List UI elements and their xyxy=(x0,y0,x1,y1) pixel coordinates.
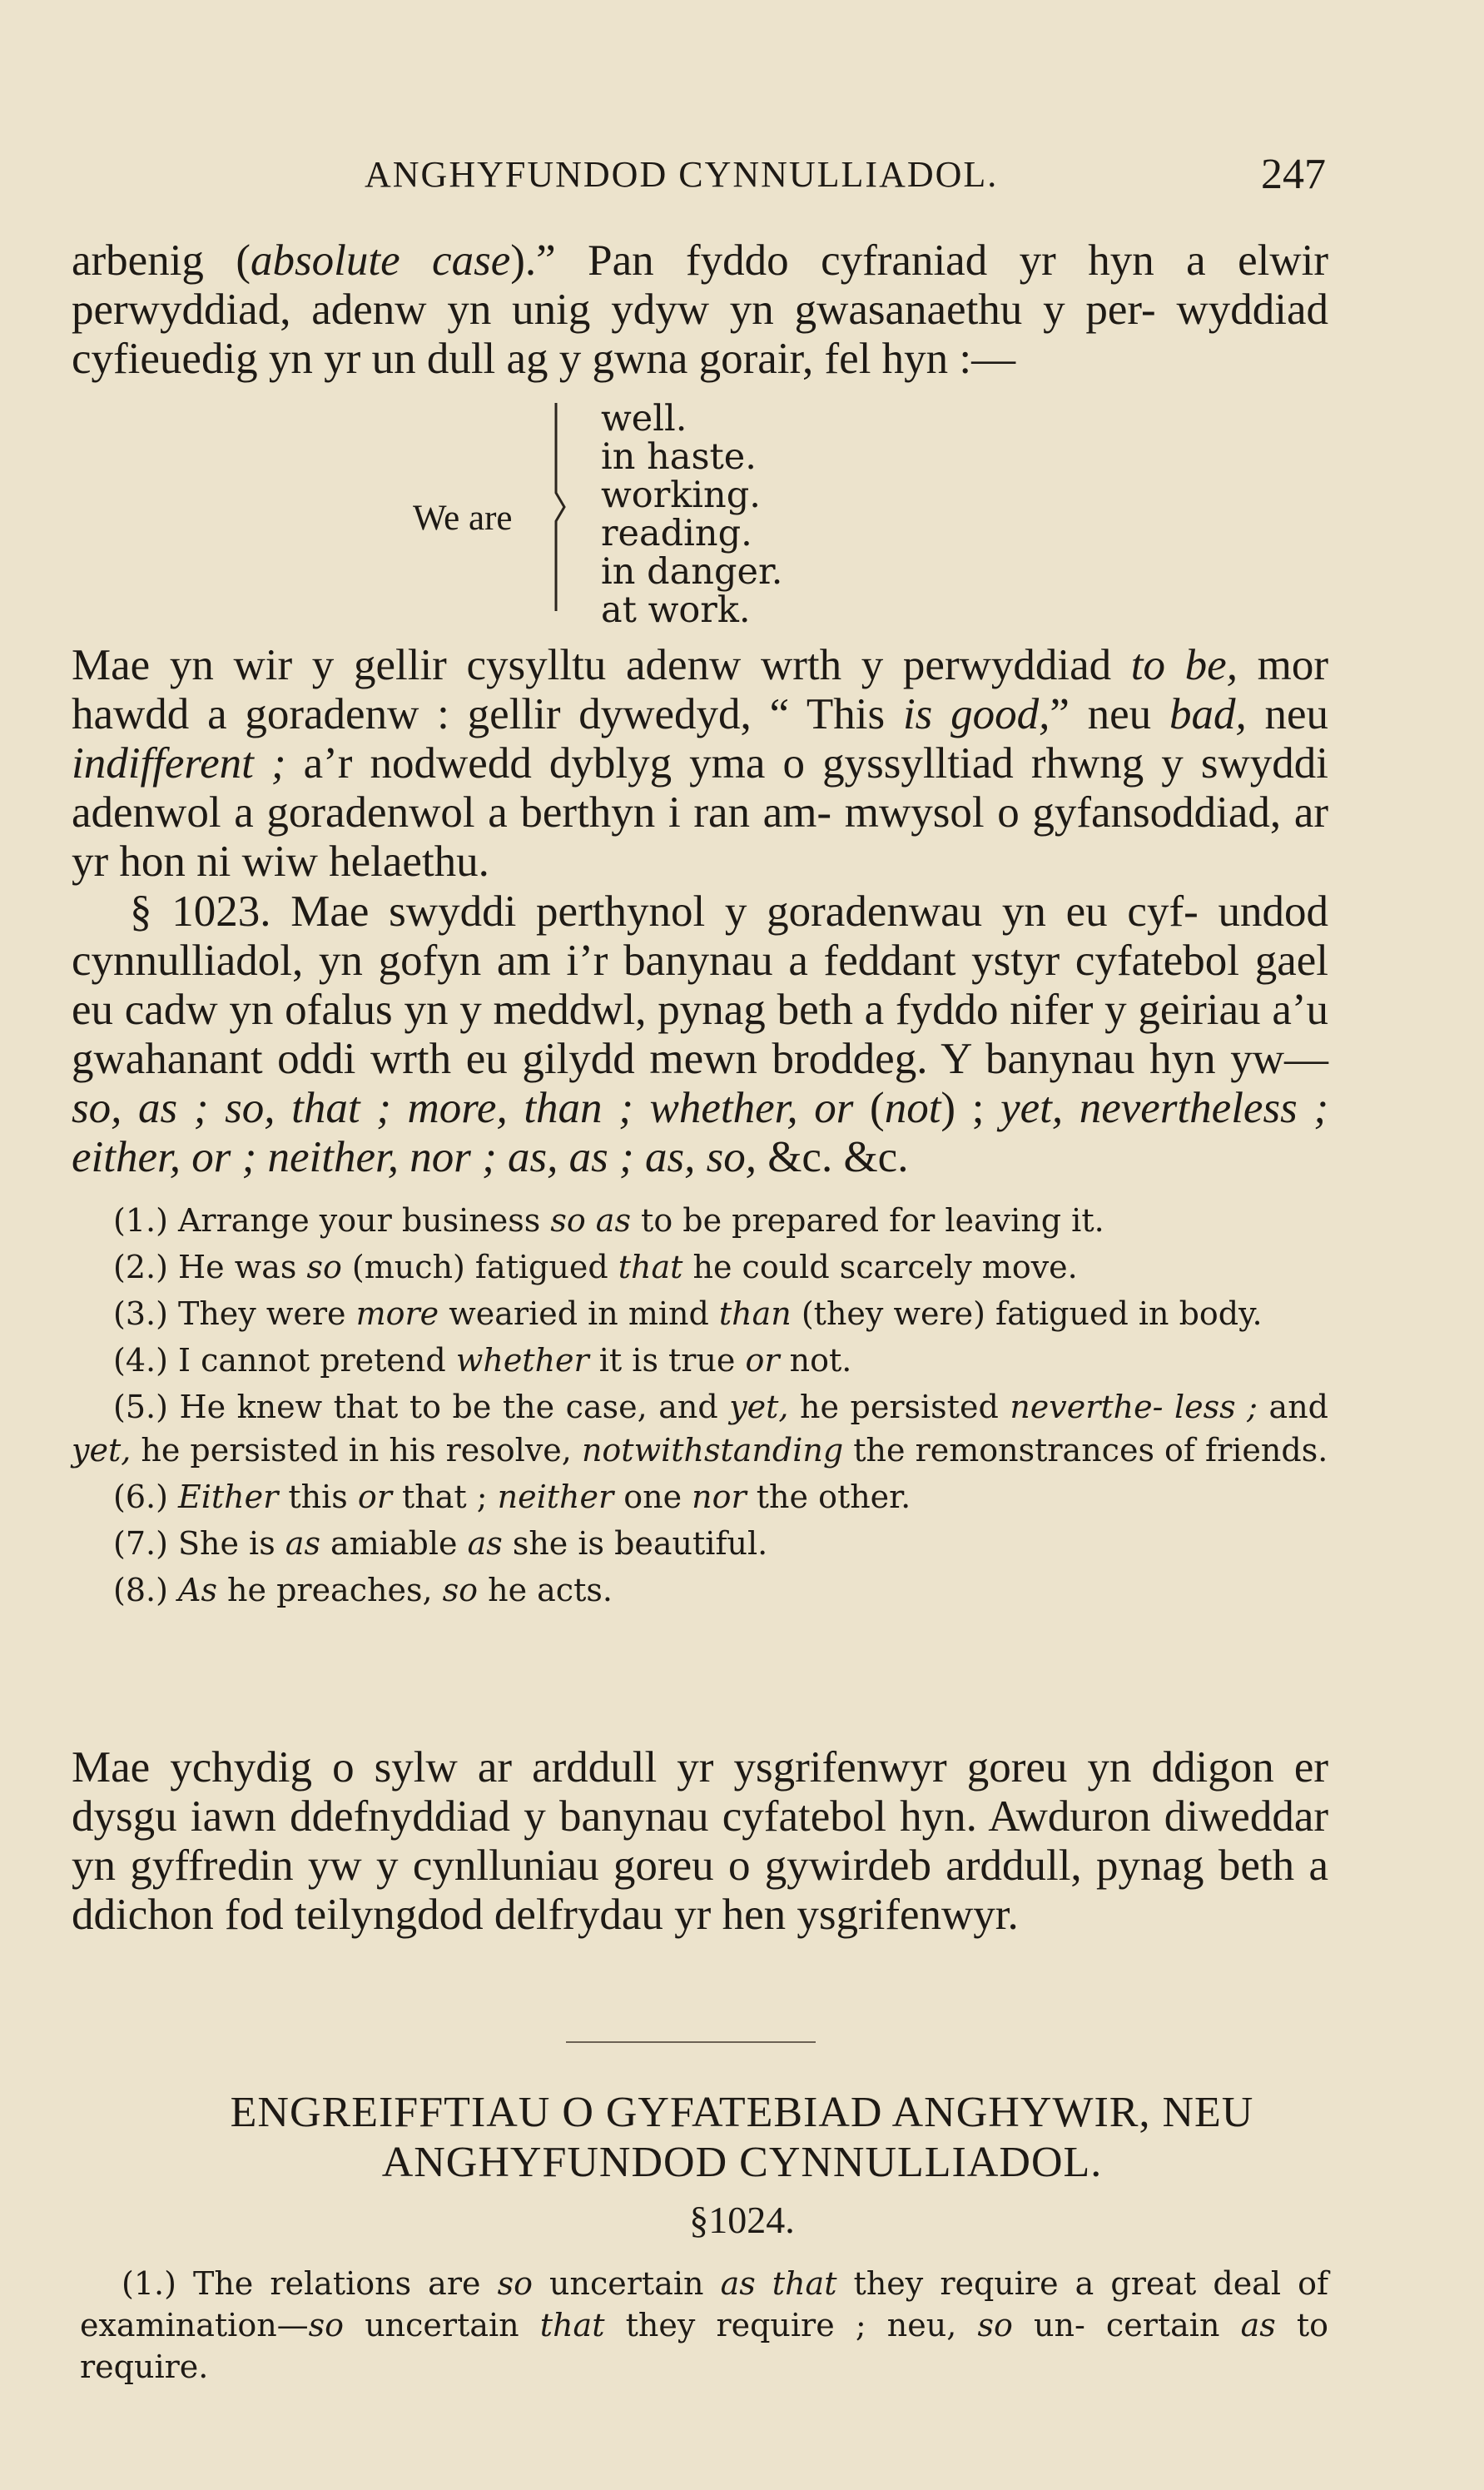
example-number: (3.) xyxy=(113,1295,168,1332)
text: They were xyxy=(167,1295,356,1332)
list-item: in haste. xyxy=(601,436,757,478)
text: wearied in mind xyxy=(439,1295,719,1332)
text: &c. &c. xyxy=(756,1133,909,1181)
text: mor hawdd a goradenw : gellir dywedyd, “ This xyxy=(72,641,1329,738)
we-are-example xyxy=(0,400,1484,633)
text: to require. xyxy=(80,2307,1329,2385)
text: She is xyxy=(167,1525,285,1562)
text: (much) fatigued xyxy=(341,1249,618,1285)
example-item xyxy=(72,1199,1328,1242)
example-item xyxy=(72,1245,1328,1289)
text: neu xyxy=(1246,690,1328,738)
example-item xyxy=(72,1339,1328,1382)
italic-text: so, as ; so, that ; more, than ; whether, or xyxy=(72,1084,854,1132)
text: Mae yn wir y gellir cysylltu adenw wrth y perwyddiad xyxy=(72,641,1131,689)
list-item: at work. xyxy=(601,589,751,631)
example-number: (1.) xyxy=(122,2265,176,2302)
text: that ; xyxy=(391,1479,498,1515)
italic-text: more xyxy=(355,1295,439,1332)
example-number: (8.) xyxy=(113,1572,168,1608)
italic-text: so xyxy=(977,2307,1013,2343)
text: The relations are xyxy=(176,2265,498,2302)
italic-text: as that xyxy=(720,2265,837,2302)
example-item xyxy=(72,1522,1328,1565)
italic-text: so xyxy=(497,2265,533,2302)
italic-text: Either xyxy=(178,1479,279,1515)
text: and xyxy=(1258,1389,1328,1425)
text: he persisted xyxy=(788,1389,1010,1425)
list-item: reading. xyxy=(601,513,752,554)
paragraph-4 xyxy=(72,1743,1328,1940)
text: ).” Pan fyddo cyfraniad yr hyn a elwir perwyddiad, adenw yn unig ydyw yn gwasanaethu y per- wyddiad cyfieuedig yn yr un dull ag y gwna gorair, fel hyn :— xyxy=(72,236,1329,383)
italic-text: so xyxy=(306,1249,342,1285)
text: he acts. xyxy=(478,1572,613,1608)
italic-text: so xyxy=(442,1572,479,1608)
text xyxy=(168,1479,178,1515)
example-number: (1.) xyxy=(113,1202,168,1239)
italic-text: so xyxy=(308,2307,345,2343)
example-item xyxy=(72,1568,1328,1612)
paragraph-2 xyxy=(72,641,1328,887)
text: Mae ychydig o sylw ar arddull yr ysgrifenwyr goreu yn ddigon er dysgu iawn ddefnyddiad y banynau cyfatebol hyn. Awduron diweddar yn gyffredin yw y cynlluniau goreu o gywirdeb arddull, pynag beth a ddichon fod teilyngdod delfrydau yr hen ysgrifenwyr. xyxy=(72,1743,1328,1939)
text: Arrange your business xyxy=(167,1202,551,1239)
brace-icon xyxy=(553,401,568,613)
italic-text: so as xyxy=(550,1202,631,1239)
example-number: (5.) xyxy=(113,1389,168,1425)
paragraph-3 xyxy=(72,887,1328,1182)
italic-text: to be, xyxy=(1130,641,1238,689)
example-item xyxy=(72,1475,1328,1518)
italic-text: whether xyxy=(455,1342,589,1379)
list-item: working. xyxy=(601,475,761,516)
divider xyxy=(566,2041,816,2043)
italic-text: that xyxy=(539,2307,605,2343)
text: uncertain xyxy=(344,2307,540,2343)
italic-text: as xyxy=(1240,2307,1276,2343)
italic-text: yet, nevertheless ; either, or ; neither, nor ; as, as ; as, so, xyxy=(72,1084,1328,1181)
text: He knew that to be the case, and xyxy=(167,1389,730,1425)
paragraph-1 xyxy=(72,236,1328,384)
we-are-list xyxy=(601,400,782,629)
example-number: (2.) xyxy=(113,1249,168,1285)
example-item xyxy=(72,1385,1328,1472)
text: the remonstrances of friends. xyxy=(843,1432,1328,1469)
text: he preaches, xyxy=(216,1572,443,1608)
we-are-label: We are xyxy=(413,499,513,538)
italic-text: As xyxy=(178,1572,217,1608)
text: he could scarcely move. xyxy=(682,1249,1078,1285)
section-heading-line-2: ANGHYFUNDOD CYNNULLIADOL. xyxy=(381,2139,1103,2186)
text: un- certain xyxy=(1012,2307,1241,2343)
italic-text: bad, xyxy=(1169,690,1247,738)
text: § 1023. Mae swyddi perthynol y goradenwau yn eu cyf- undod cynnulliadol, yn gofyn am i’r banynau a feddant ystyr cyfatebol gael eu cadw yn ofalus yn y meddwl, pynag beth a fyddo nifer y geiriau a’u gwahanant oddi wrth eu gilydd mewn broddeg. Y banynau hyn yw— xyxy=(72,887,1328,1083)
text: it is true xyxy=(588,1342,746,1379)
text: ” neu xyxy=(1050,690,1169,738)
list-item: well. xyxy=(601,398,687,440)
text: to be prepared for leaving it. xyxy=(630,1202,1104,1239)
text: they require a great deal of examination— xyxy=(80,2265,1329,2343)
running-head xyxy=(0,150,1484,200)
text: (they were) fatigued in body. xyxy=(791,1295,1263,1332)
italic-text: notwithstanding xyxy=(581,1432,844,1469)
text: the other. xyxy=(746,1479,911,1515)
italic-text: yet, xyxy=(72,1432,132,1469)
running-head-title: ANGHYFUNDOD CYNNULLIADOL. xyxy=(365,154,999,195)
text: uncertain xyxy=(532,2265,721,2302)
example-number: (4.) xyxy=(113,1342,168,1379)
example-number: (6.) xyxy=(113,1479,168,1515)
text: not. xyxy=(779,1342,852,1379)
italic-text: or xyxy=(357,1479,392,1515)
italic-text: or xyxy=(745,1342,780,1379)
text: arbenig ( xyxy=(72,236,251,285)
example-number: (7.) xyxy=(113,1525,168,1562)
text: ( xyxy=(853,1084,885,1132)
text: she is beautiful. xyxy=(502,1525,768,1562)
italic-text: as xyxy=(467,1525,503,1562)
italic-text: is good, xyxy=(902,690,1050,738)
text: a’r nodwedd dyblyg yma o gyssylltiad rhwng y swyddi adenwol a goradenwol a berthyn i ran am- mwysol o gyfansoddiad, ar yr hon ni wiw helaethu. xyxy=(72,739,1329,886)
text: ) ; xyxy=(941,1084,1001,1132)
final-example xyxy=(80,2263,1328,2388)
list-item: in danger. xyxy=(601,551,783,593)
text: he persisted in his resolve, xyxy=(131,1432,582,1469)
text xyxy=(168,1572,178,1608)
italic-text: indifferent ; xyxy=(72,739,286,788)
text: I cannot pretend xyxy=(167,1342,456,1379)
examples-list xyxy=(72,1199,1328,1615)
text: one xyxy=(613,1479,692,1515)
text: they require ; neu, xyxy=(604,2307,978,2343)
italic-text: nor xyxy=(692,1479,747,1515)
italic-text: neverthe- less ; xyxy=(1010,1389,1258,1425)
text: He was xyxy=(167,1249,307,1285)
page-number: 247 xyxy=(1261,151,1326,198)
italic-text: absolute case xyxy=(251,236,511,285)
italic-text: as xyxy=(285,1525,320,1562)
section-heading-line-1: ENGREIFFTIAU O GYFATEBIAD ANGHYWIR, NEU xyxy=(230,2089,1254,2136)
italic-text: neither xyxy=(497,1479,614,1515)
italic-text: yet, xyxy=(729,1389,789,1425)
example-item xyxy=(72,1292,1328,1335)
section-number: §1024. xyxy=(689,2199,795,2241)
italic-text: not xyxy=(884,1084,941,1132)
text: amiable xyxy=(320,1525,468,1562)
italic-text: that xyxy=(618,1249,683,1285)
italic-text: than xyxy=(718,1295,792,1332)
text: this xyxy=(278,1479,358,1515)
